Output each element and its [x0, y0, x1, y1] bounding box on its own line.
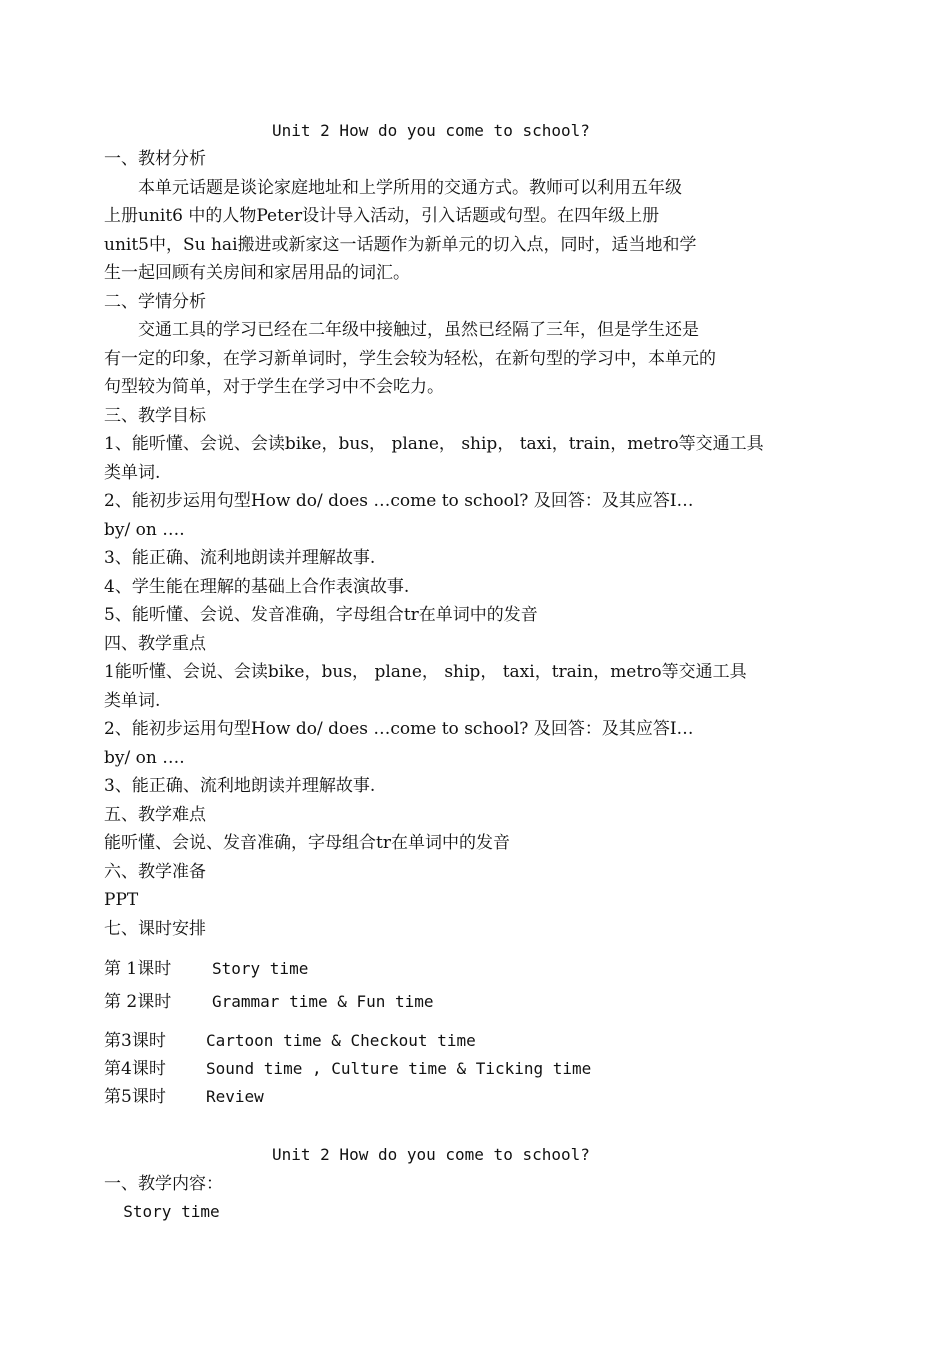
lesson-row	[104, 955, 308, 983]
paragraph-line: 句型较为简单，对于学生在学习中不会吃力。	[104, 377, 444, 397]
unit-title: Unit 2 How do you come to school?	[272, 1145, 590, 1164]
list-item: 3、能正确、流利地朗读并理解故事.	[104, 548, 376, 568]
paragraph-line: 交通工具的学习已经在二年级中接触过，虽然已经隔了三年，但是学生还是	[104, 320, 699, 340]
lesson-label: 第3课时	[104, 1031, 166, 1051]
list-item: 1能听懂、会说、会读bike，bus， plane， ship， taxi，train，metro等交通工具	[104, 662, 747, 682]
lesson-row	[104, 1027, 476, 1055]
paragraph-line: PPT	[104, 890, 139, 910]
paragraph-line: Story time	[104, 1202, 220, 1221]
section-heading-key-points: 四、教学重点	[104, 634, 206, 654]
list-item: 3、能正确、流利地朗读并理解故事.	[104, 776, 376, 796]
section-heading-teaching-content: 一、教学内容：	[104, 1174, 223, 1194]
paragraph-line: 生一起回顾有关房间和家居用品的词汇。	[104, 263, 410, 283]
list-item: 2、能初步运用句型How do/ does …come to school? 及回答：及其应答I…	[104, 719, 694, 739]
lesson-row	[104, 988, 434, 1016]
section-heading-teaching-goals: 三、教学目标	[104, 406, 206, 426]
paragraph-line: 本单元话题是谈论家庭地址和上学所用的交通方式。教师可以利用五年级	[104, 178, 682, 198]
list-item: 2、能初步运用句型How do/ does …come to school? 及回答：及其应答I…	[104, 491, 694, 511]
list-item: by/ on ….	[104, 520, 185, 540]
section-heading-student-analysis: 二、学情分析	[104, 292, 206, 312]
lesson-content: Review	[206, 1087, 264, 1106]
unit-title: Unit 2 How do you come to school?	[272, 121, 590, 140]
list-item: by/ on ….	[104, 748, 185, 768]
lesson-row	[104, 1083, 264, 1111]
lesson-content: Grammar time & Fun time	[212, 992, 434, 1011]
section-heading-preparation: 六、教学准备	[104, 862, 206, 882]
list-item: 1、能听懂、会说、会读bike，bus， plane， ship， taxi，train，metro等交通工具	[104, 434, 764, 454]
lesson-content: Sound time , Culture time & Ticking time	[206, 1059, 592, 1078]
list-item: 类单词.	[104, 691, 161, 711]
section-heading-textbook-analysis: 一、教材分析	[104, 149, 206, 169]
lesson-content: Cartoon time & Checkout time	[206, 1031, 476, 1050]
lesson-label: 第 1课时	[104, 959, 172, 979]
list-item: 4、学生能在理解的基础上合作表演故事.	[104, 577, 410, 597]
lesson-row	[104, 1055, 591, 1083]
list-item: 5、能听懂、会说、发音准确，字母组合tr在单词中的发音	[104, 605, 538, 625]
section-heading-difficulties: 五、教学难点	[104, 805, 206, 825]
lesson-label: 第 2课时	[104, 992, 172, 1012]
paragraph-line: 能听懂、会说、发音准确，字母组合tr在单词中的发音	[104, 833, 510, 853]
section-heading-schedule: 七、课时安排	[104, 919, 206, 939]
lesson-content: Story time	[212, 959, 309, 978]
paragraph-line: 有一定的印象，在学习新单词时，学生会较为轻松，在新句型的学习中，本单元的	[104, 349, 716, 369]
list-item: 类单词.	[104, 463, 161, 483]
paragraph-line: 上册unit6 中的人物Peter设计导入活动，引入话题或句型。在四年级上册	[104, 206, 660, 226]
paragraph-line: unit5中，Su hai搬进或新家这一话题作为新单元的切入点，同时，适当地和学	[104, 235, 697, 255]
lesson-label: 第5课时	[104, 1087, 166, 1107]
lesson-label: 第4课时	[104, 1059, 166, 1079]
